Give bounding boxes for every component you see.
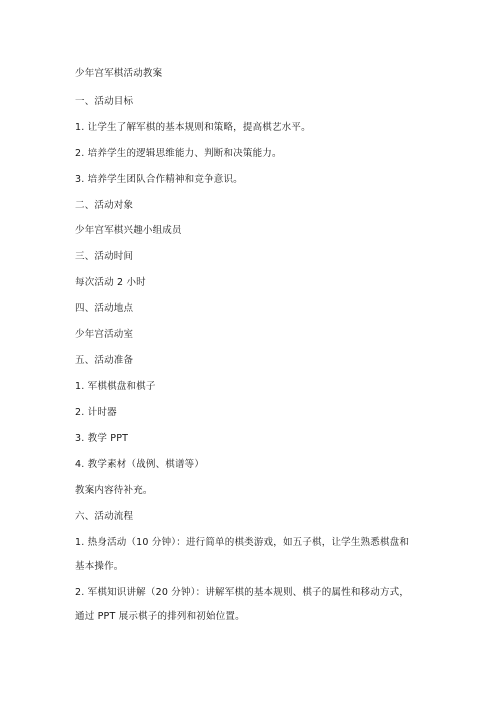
preparation-item: 2. 计时器 bbox=[75, 407, 117, 418]
process-item-line: 基本操作。 bbox=[75, 561, 124, 572]
process-item-line: 2. 军棋知识讲解（20 分钟）：讲解军棋的基本规则、棋子的属性和移动方式， bbox=[75, 587, 410, 598]
preparation-item: 1. 军棋棋盘和棋子 bbox=[75, 381, 156, 392]
section-heading-time: 三、活动时间 bbox=[75, 251, 134, 262]
process-item-line: 通过 PPT 展示棋子的排列和初始位置。 bbox=[75, 611, 245, 622]
objective-item: 2. 培养学生的逻辑思维能力、判断和决策能力。 bbox=[75, 148, 282, 159]
preparation-item: 3. 教学 PPT bbox=[75, 433, 129, 444]
section-heading-process: 六、活动流程 bbox=[75, 511, 134, 522]
audience-text: 少年宫军棋兴趣小组成员 bbox=[75, 225, 182, 236]
process-item-line: 1. 热身活动（10 分钟）：进行简单的棋类游戏，如五子棋，让学生熟悉棋盘和 bbox=[75, 537, 410, 548]
location-text: 少年宫活动室 bbox=[75, 329, 134, 340]
preparation-item: 4. 教学素材（战例、棋谱等） bbox=[75, 459, 205, 470]
section-heading-audience: 二、活动对象 bbox=[75, 200, 134, 211]
objective-item: 3. 培养学生团队合作精神和竞争意识。 bbox=[75, 174, 243, 185]
time-text: 每次活动 2 小时 bbox=[75, 277, 146, 288]
section-heading-location: 四、活动地点 bbox=[75, 303, 134, 314]
document-title: 少年宫军棋活动教案 bbox=[75, 68, 163, 79]
section-heading-objectives: 一、活动目标 bbox=[75, 96, 134, 107]
section-heading-preparation: 五、活动准备 bbox=[75, 355, 134, 366]
preparation-note: 教案内容待补充。 bbox=[75, 485, 153, 496]
objective-item: 1. 让学生了解军棋的基本规则和策略，提高棋艺水平。 bbox=[75, 122, 311, 133]
